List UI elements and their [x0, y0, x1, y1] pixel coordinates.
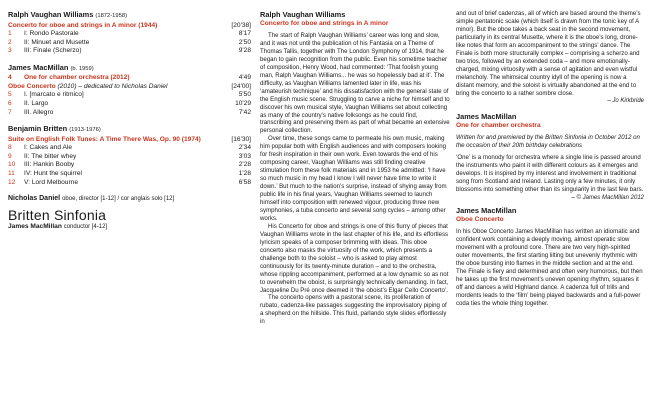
- track-row: [8, 74, 251, 83]
- track-title: I: Cakes and Ale: [24, 144, 73, 152]
- track-title: I: Rondo Pastorale: [24, 30, 79, 37]
- paragraph: and out of brief cadenzas, all of which are based around the theme’s simple pentatonic scale (which itself is drawn from the tonic key of A minor). But the oboe takes a back seat in the second movement, particularly in its central Musette, where it is the oboe’s long, drone-like notes that form an accompaniment to the strings’ dance. The Finale is both more structurally complex – comprising a scherzo and two trios, followed by an extended coda – and more emotionally-charged, mixing virtuosity with a sense of agitation and even wistful melancholy. The whimsical country idyll of the opening is now a distant memory, and the soloist is virtually abandoned at the end to bring the concerto to a rather sombre close.: [456, 10, 641, 97]
- conductor-name: James MacMillan: [8, 223, 62, 231]
- track-title: II: The bitter whey: [24, 152, 77, 160]
- track-duration: 6'58: [238, 178, 251, 186]
- work-total-duration: [24'00]: [231, 83, 251, 91]
- track-duration: 10'29: [235, 99, 251, 107]
- performer-role: oboe, director [1-12] / cor anglais solo [12]: [62, 196, 175, 203]
- section-subheading: One for chamber orchestra: [456, 122, 541, 130]
- track-row: [8, 170, 251, 179]
- track-row: [8, 144, 251, 153]
- track-number: 11: [8, 169, 15, 177]
- track-duration: 9'28: [238, 47, 251, 55]
- composer-name: Benjamin Britten: [8, 124, 68, 134]
- track-title: III. Allegro: [24, 108, 54, 116]
- track-row: [8, 153, 251, 162]
- section-heading: Ralph Vaughan Williams: [260, 10, 346, 19]
- track-number: 4: [8, 73, 12, 81]
- composer-heading: [8, 124, 251, 135]
- paragraph: ‘One’ is a monody for orchestra where a single line is passed around the instruments who paint it with different colours as it emerges and develops. It is inspired by my interest and involvement in traditional song from Scotland and Ireland. Lasting only a few minutes, it only blossoms into something other than its singularity in the last few bars.: [456, 154, 644, 194]
- track-duration: 7'42: [238, 108, 251, 116]
- track-number: 3: [8, 47, 12, 55]
- track-row: [8, 30, 251, 39]
- section-subheading: Concerto for oboe and strings in A minor: [260, 20, 389, 27]
- track-number: 7: [8, 108, 12, 116]
- track-title: One for chamber orchestra (2012): [24, 73, 130, 81]
- work-title-text: Suite on English Folk Tunes: A Time There Was, Op. 90 (1974): [8, 136, 201, 144]
- paragraph: In his Oboe Concerto James MacMillan has written an idiomatic and confident work containing a deeply moving, almost operatic slow movement with a profound core. There are two very high-spirited outer movements, the first starting lilting but unevenly rhythmic with the oboe bursting into flames in the middle section and at the end. The Finale is fiery and determined and often very humorous, but then he takes up the first movement’s uneven opening rhythm, squares it off and dances a wild Highland dance. A cadenza full of trills and mordents leads to the ‘film’ being played backwards and a full-power coda ties the whole thing together.: [456, 228, 643, 307]
- work-title-text: Oboe Concerto: [8, 83, 56, 91]
- work-total-duration: [20'38]: [231, 22, 251, 29]
- author-signature: – Jo Kirkbride: [607, 98, 644, 105]
- work-total-duration: [16'30]: [231, 136, 251, 144]
- work-title: [8, 21, 251, 30]
- track-row: [8, 100, 251, 109]
- composer-years: (1872-1958): [95, 13, 128, 19]
- track-number: 8: [8, 144, 12, 152]
- author-signature: – © James MacMillan 2012: [571, 195, 644, 202]
- paragraph: The concerto opens with a pastoral scene, its proliferation of rubato, cadenza-like passages suggesting the improvisatory piping of a shepherd on the hillside. This fluid, parlando style slides effortlessly in: [260, 294, 447, 326]
- track-row: [8, 109, 251, 118]
- section-heading: James MacMillan: [456, 112, 517, 122]
- track-number: 10: [8, 161, 16, 169]
- track-number: 6: [8, 99, 12, 107]
- track-title: II: Minuet and Musette: [24, 38, 90, 46]
- track-title: II. Largo: [24, 99, 49, 107]
- track-row: [8, 47, 251, 56]
- track-duration: 4'49: [238, 73, 251, 81]
- track-number: 1: [8, 30, 12, 37]
- section-subheading: Oboe Concerto: [456, 216, 504, 224]
- section-heading: James MacMillan: [456, 206, 517, 216]
- paragraph: The start of Ralph Vaughan Williams’ career was long and slow, and it was not until the publication of his Fantasia on a Theme of Thomas Tallis, together with The London Symphony of 1914, that he began to gain recognition from the public. Even his sometime teacher of composition, Henry Wood, had commented: ‘That foolish young man, Ralph Vaughan Williams... he was so hopelessly bad at it’. The difficulty, as Vaughan Williams lamented later in life, was his ‘amateurish technique’ and his dissatisfaction with the general state of the English music scene. Struggling to carve a niche for himself and to discover his own musical style, Vaughan Williams set about collecting as many of the country’s native folksongs as he could find, transcribing and preserving them as part of what became an extensive personal collection.: [260, 32, 450, 135]
- composer-name: Ralph Vaughan Williams: [8, 10, 94, 19]
- track-duration: 2'50: [238, 38, 251, 46]
- track-title: IV: Hunt the squirrel: [24, 169, 83, 177]
- paragraph: Written for and premiered by the Britten Sinfonia in October 2012 on the occasion of their 20th birthday celebrations: [456, 134, 640, 150]
- track-duration: 5'50: [238, 91, 251, 99]
- track-listing: [8, 0, 251, 404]
- track-duration: 2'34: [238, 144, 251, 152]
- track-duration: 8'17: [238, 30, 251, 37]
- track-title: I. [marcato e ritmico]: [24, 91, 84, 99]
- track-title: III: Hankin Booby: [24, 161, 75, 169]
- composer-heading: [8, 63, 251, 74]
- composer-years: (b. 1959): [70, 65, 94, 72]
- ensemble-name: Britten Sinfonia: [8, 207, 107, 224]
- composer-years: (1913-1976): [69, 127, 101, 134]
- conductor-credit: [8, 223, 251, 231]
- track-number: 2: [8, 38, 12, 46]
- track-row: [8, 91, 251, 100]
- track-row: [8, 39, 251, 48]
- notes-column-2: [456, 0, 644, 404]
- track-row: [8, 161, 251, 170]
- track-row: [8, 179, 251, 188]
- paragraph: Over time, these songs came to permeate his own music, making him popular both with English audiences and with composers looking for fresh inspiration in their own work. Even towards the end of his composing career, Vaughan Williams was still finding creative stimulation from these folk materials and in 1953 he admitted: ‘I have so much music in my head I know I will never have time to write it down.’ But much to the nation’s surprise, instead of shying away from public life in his final years, Vaughan Williams seemed to launch himself into composition with renewed vigour, producing three new symphonies, a tuba concerto and several song cycles – among other works.: [260, 135, 447, 222]
- notes-column-1: [260, 0, 450, 404]
- conductor-role: conductor [4-12]: [63, 224, 108, 231]
- track-duration: 1'28: [238, 169, 251, 177]
- track-number: 5: [8, 91, 12, 99]
- track-title: V: Lord Melbourne: [24, 178, 79, 186]
- work-title: [8, 82, 251, 91]
- performer-credit: [8, 194, 251, 204]
- work-title: [8, 135, 251, 144]
- work-title-text: Concerto for oboe and strings in A minor (1944): [8, 22, 158, 29]
- composer-name: James MacMillan: [8, 62, 69, 72]
- track-title: III: Finale (Scherzo): [24, 47, 82, 55]
- track-number: 9: [8, 152, 12, 160]
- track-number: 12: [8, 178, 16, 186]
- performer-name: Nicholas Daniel: [8, 195, 61, 203]
- track-duration: 2'28: [238, 161, 251, 169]
- composer-heading: [8, 10, 251, 21]
- paragraph: His Concerto for oboe and strings is one of this flurry of pieces that Vaughan Williams wrote in the last chapter of his life, and its effortless lyricism speaks of a composer brimming with ideas. This oboe concerto also masks the virtuosity of the work, which presents a challenge both to the soloist – who is asked to play almost continuously for its twenty-minute duration – and to the orchestra, whose rippling accompaniment, performed at a low dynamic so as not to overwhelm the oboist, is surprisingly technically demanding. In fact, Jacqueline Du Pré once deemed it ‘the oboist’s Elgar Cello Concerto’.: [260, 222, 449, 294]
- track-duration: 3'03: [238, 152, 251, 160]
- work-dedication: (2010) – dedicated to Nicholas Daniel: [57, 83, 168, 91]
